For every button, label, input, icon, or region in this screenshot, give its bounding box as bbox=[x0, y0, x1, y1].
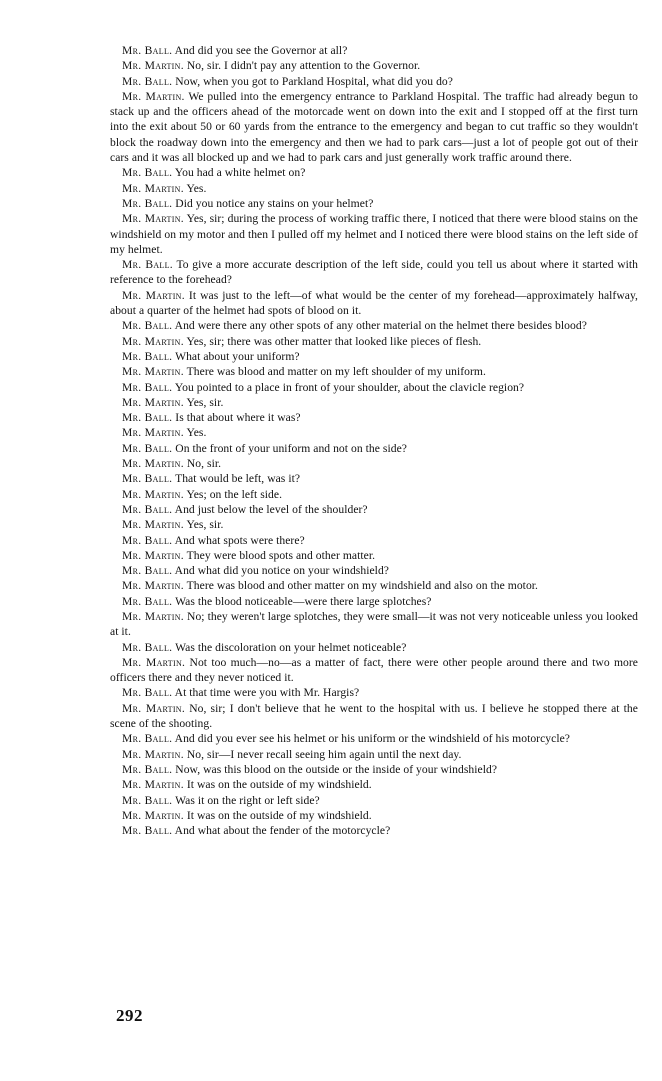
speaker-statement: Yes, sir; there was other matter that looked like pieces of flesh. bbox=[186, 334, 482, 348]
speaker-statement: To give a more accurate description of the left side, could you tell us about where it started with reference to the forehead? bbox=[110, 258, 639, 287]
speaker-name: Mr. Martin. bbox=[122, 701, 186, 715]
testimony-paragraph bbox=[110, 196, 638, 211]
testimony-paragraph bbox=[110, 685, 638, 700]
speaker-name: Mr. Martin. bbox=[122, 487, 184, 501]
speaker-statement: And just below the level of the shoulder? bbox=[174, 502, 368, 516]
testimony-paragraph bbox=[110, 181, 638, 196]
speaker-name: Mr. Martin. bbox=[122, 89, 185, 103]
speaker-name: Mr. Martin. bbox=[122, 518, 184, 532]
speaker-statement: Was it on the right or left side? bbox=[175, 793, 320, 807]
testimony-paragraph bbox=[110, 74, 638, 89]
testimony-paragraph bbox=[110, 288, 638, 319]
testimony-paragraph bbox=[110, 165, 638, 180]
speaker-name: Mr. Martin. bbox=[122, 747, 184, 761]
speaker-name: Mr. Ball. bbox=[122, 762, 173, 776]
testimony-paragraph bbox=[110, 823, 638, 838]
speaker-statement: And did you ever see his helmet or his uniform or the windshield of his motorcycle? bbox=[174, 732, 570, 746]
testimony-paragraph bbox=[110, 701, 638, 732]
speaker-name: Mr. Ball. bbox=[122, 258, 174, 272]
speaker-name: Mr. Martin. bbox=[122, 655, 186, 669]
testimony-paragraph bbox=[110, 425, 638, 440]
speaker-name: Mr. Martin. bbox=[122, 365, 184, 379]
speaker-name: Mr. Martin. bbox=[122, 395, 184, 409]
speaker-name: Mr. Ball. bbox=[122, 793, 173, 807]
speaker-statement: Did you notice any stains on your helmet? bbox=[175, 196, 374, 210]
testimony-paragraph bbox=[110, 211, 638, 257]
speaker-name: Mr. Ball. bbox=[122, 441, 173, 455]
speaker-statement: You had a white helmet on? bbox=[174, 166, 306, 180]
testimony-paragraph bbox=[110, 487, 638, 502]
speaker-name: Mr. Ball. bbox=[122, 594, 173, 608]
testimony-paragraph bbox=[110, 456, 638, 471]
speaker-statement: Yes; on the left side. bbox=[186, 487, 283, 501]
speaker-statement: Yes. bbox=[186, 181, 207, 195]
speaker-name: Mr. Ball. bbox=[122, 472, 173, 486]
testimony-paragraph bbox=[110, 380, 638, 395]
speaker-statement: Not too much—no—as a matter of fact, there were other people around there and two more officers there and they never noticed it. bbox=[110, 655, 638, 685]
speaker-name: Mr. Martin. bbox=[122, 808, 184, 822]
speaker-statement: No, sir. I didn't pay any attention to the Governor. bbox=[186, 59, 421, 73]
speaker-statement: That would be left, was it? bbox=[175, 472, 301, 486]
speaker-statement: There was blood and other matter on my windshield and also on the motor. bbox=[186, 579, 539, 593]
testimony-paragraph bbox=[110, 364, 638, 379]
testimony-paragraph bbox=[110, 777, 638, 792]
speaker-statement: It was on the outside of my windshield. bbox=[186, 808, 372, 822]
speaker-name: Mr. Ball. bbox=[122, 411, 173, 425]
speaker-statement: And what did you notice on your windshield? bbox=[174, 564, 389, 578]
testimony-transcript bbox=[110, 43, 638, 838]
testimony-paragraph bbox=[110, 471, 638, 486]
testimony-paragraph bbox=[110, 747, 638, 762]
testimony-paragraph bbox=[110, 655, 638, 686]
testimony-paragraph bbox=[110, 58, 638, 73]
speaker-statement: Was the blood noticeable—were there large splotches? bbox=[175, 594, 432, 608]
speaker-statement: No, sir. bbox=[186, 457, 222, 471]
speaker-name: Mr. Martin. bbox=[122, 579, 184, 593]
speaker-name: Mr. Ball. bbox=[122, 824, 173, 838]
speaker-name: Mr. Ball. bbox=[122, 502, 173, 516]
speaker-name: Mr. Ball. bbox=[122, 732, 173, 746]
speaker-statement: There was blood and matter on my left shoulder of my uniform. bbox=[186, 365, 486, 379]
testimony-paragraph bbox=[110, 533, 638, 548]
testimony-paragraph bbox=[110, 257, 638, 288]
page-number: 292 bbox=[116, 1006, 143, 1025]
speaker-name: Mr. Martin. bbox=[122, 334, 184, 348]
speaker-statement: Was the discoloration on your helmet noticeable? bbox=[175, 640, 407, 654]
testimony-paragraph bbox=[110, 548, 638, 563]
testimony-paragraph bbox=[110, 349, 638, 364]
testimony-paragraph bbox=[110, 517, 638, 532]
speaker-statement: Yes, sir. bbox=[186, 518, 224, 532]
speaker-statement: No, sir; I don't believe that he went to the hospital with us. I believe he stopped there at the scene of the shooting. bbox=[110, 701, 638, 731]
speaker-statement: No, sir—I never recall seeing him again until the next day. bbox=[186, 747, 462, 761]
speaker-name: Mr. Ball. bbox=[122, 533, 173, 547]
speaker-name: Mr. Ball. bbox=[122, 166, 173, 180]
speaker-name: Mr. Ball. bbox=[122, 564, 173, 578]
speaker-statement: What about your uniform? bbox=[175, 349, 300, 363]
speaker-statement: You pointed to a place in front of your shoulder, about the clavicle region? bbox=[174, 380, 525, 394]
speaker-statement: It was on the outside of my windshield. bbox=[186, 778, 372, 792]
testimony-paragraph bbox=[110, 731, 638, 746]
speaker-statement: No; they weren't large splotches, they were small—it was not very noticeable unless you looked at it. bbox=[110, 609, 639, 639]
speaker-statement: Now, was this blood on the outside or the inside of your windshield? bbox=[175, 762, 498, 776]
speaker-name: Mr. Martin. bbox=[122, 181, 184, 195]
testimony-paragraph bbox=[110, 318, 638, 333]
testimony-paragraph bbox=[110, 594, 638, 609]
speaker-statement: Yes, sir. bbox=[186, 395, 224, 409]
speaker-name: Mr. Martin. bbox=[122, 288, 185, 302]
speaker-name: Mr. Martin. bbox=[122, 426, 184, 440]
speaker-statement: At that time were you with Mr. Hargis? bbox=[174, 686, 360, 700]
speaker-statement: And what about the fender of the motorcycle? bbox=[174, 824, 391, 838]
testimony-paragraph bbox=[110, 640, 638, 655]
speaker-name: Mr. Ball. bbox=[122, 380, 173, 394]
speaker-statement: Now, when you got to Parkland Hospital, what did you do? bbox=[175, 74, 453, 88]
speaker-statement: We pulled into the emergency entrance to Parkland Hospital. The traffic had already begun to stack up and the officers ahead of the motorcade went on down into the exit and I stopped off at the first turn into the exit about 50 or 60 yards from the entrance to the emergency and began to cut traffic so they wouldn't block the roadway down into the emergency and then we had to park cars—just a lot of people got out of their cars and it was all blocked up and we had to park cars and just generally work traffic around there. bbox=[110, 89, 638, 165]
speaker-name: Mr. Martin. bbox=[122, 457, 184, 471]
speaker-name: Mr. Martin. bbox=[122, 778, 184, 792]
testimony-paragraph bbox=[110, 578, 638, 593]
speaker-statement: And were there any other spots of any other material on the helmet there besides blood? bbox=[174, 319, 587, 333]
speaker-name: Mr. Martin. bbox=[122, 212, 184, 226]
testimony-paragraph bbox=[110, 395, 638, 410]
speaker-name: Mr. Ball. bbox=[122, 319, 173, 333]
speaker-statement: They were blood spots and other matter. bbox=[186, 548, 376, 562]
speaker-name: Mr. Ball. bbox=[122, 44, 173, 57]
speaker-statement: And what spots were there? bbox=[174, 533, 305, 547]
speaker-name: Mr. Ball. bbox=[122, 640, 173, 654]
testimony-paragraph bbox=[110, 609, 638, 640]
testimony-paragraph bbox=[110, 793, 638, 808]
speaker-statement: On the front of your uniform and not on the side? bbox=[175, 441, 407, 455]
speaker-name: Mr. Ball. bbox=[122, 686, 173, 700]
speaker-statement: And did you see the Governor at all? bbox=[174, 44, 348, 57]
speaker-name: Mr. Ball. bbox=[122, 74, 173, 88]
testimony-paragraph bbox=[110, 334, 638, 349]
speaker-name: Mr. Martin. bbox=[122, 548, 184, 562]
testimony-paragraph bbox=[110, 762, 638, 777]
speaker-name: Mr. Ball. bbox=[122, 196, 173, 210]
speaker-name: Mr. Ball. bbox=[122, 349, 173, 363]
speaker-statement: Yes. bbox=[186, 426, 207, 440]
testimony-paragraph bbox=[110, 410, 638, 425]
speaker-statement: It was just to the left—of what would be the center of my forehead—approximately halfway, about a quarter of the helmet had spots of blood on it. bbox=[110, 288, 638, 318]
testimony-paragraph bbox=[110, 441, 638, 456]
testimony-paragraph bbox=[110, 563, 638, 578]
speaker-statement: Is that about where it was? bbox=[175, 411, 301, 425]
speaker-name: Mr. Martin. bbox=[122, 609, 184, 623]
testimony-paragraph bbox=[110, 89, 638, 165]
testimony-paragraph bbox=[110, 808, 638, 823]
speaker-statement: Yes, sir; during the process of working traffic there, I noticed that there were blood stains on the windshield on my motor and then I pulled off my helmet and I noticed there were blood stains on the left side of my helmet. bbox=[110, 212, 638, 256]
testimony-paragraph bbox=[110, 502, 638, 517]
speaker-name: Mr. Martin. bbox=[122, 59, 184, 73]
testimony-paragraph bbox=[110, 43, 638, 58]
